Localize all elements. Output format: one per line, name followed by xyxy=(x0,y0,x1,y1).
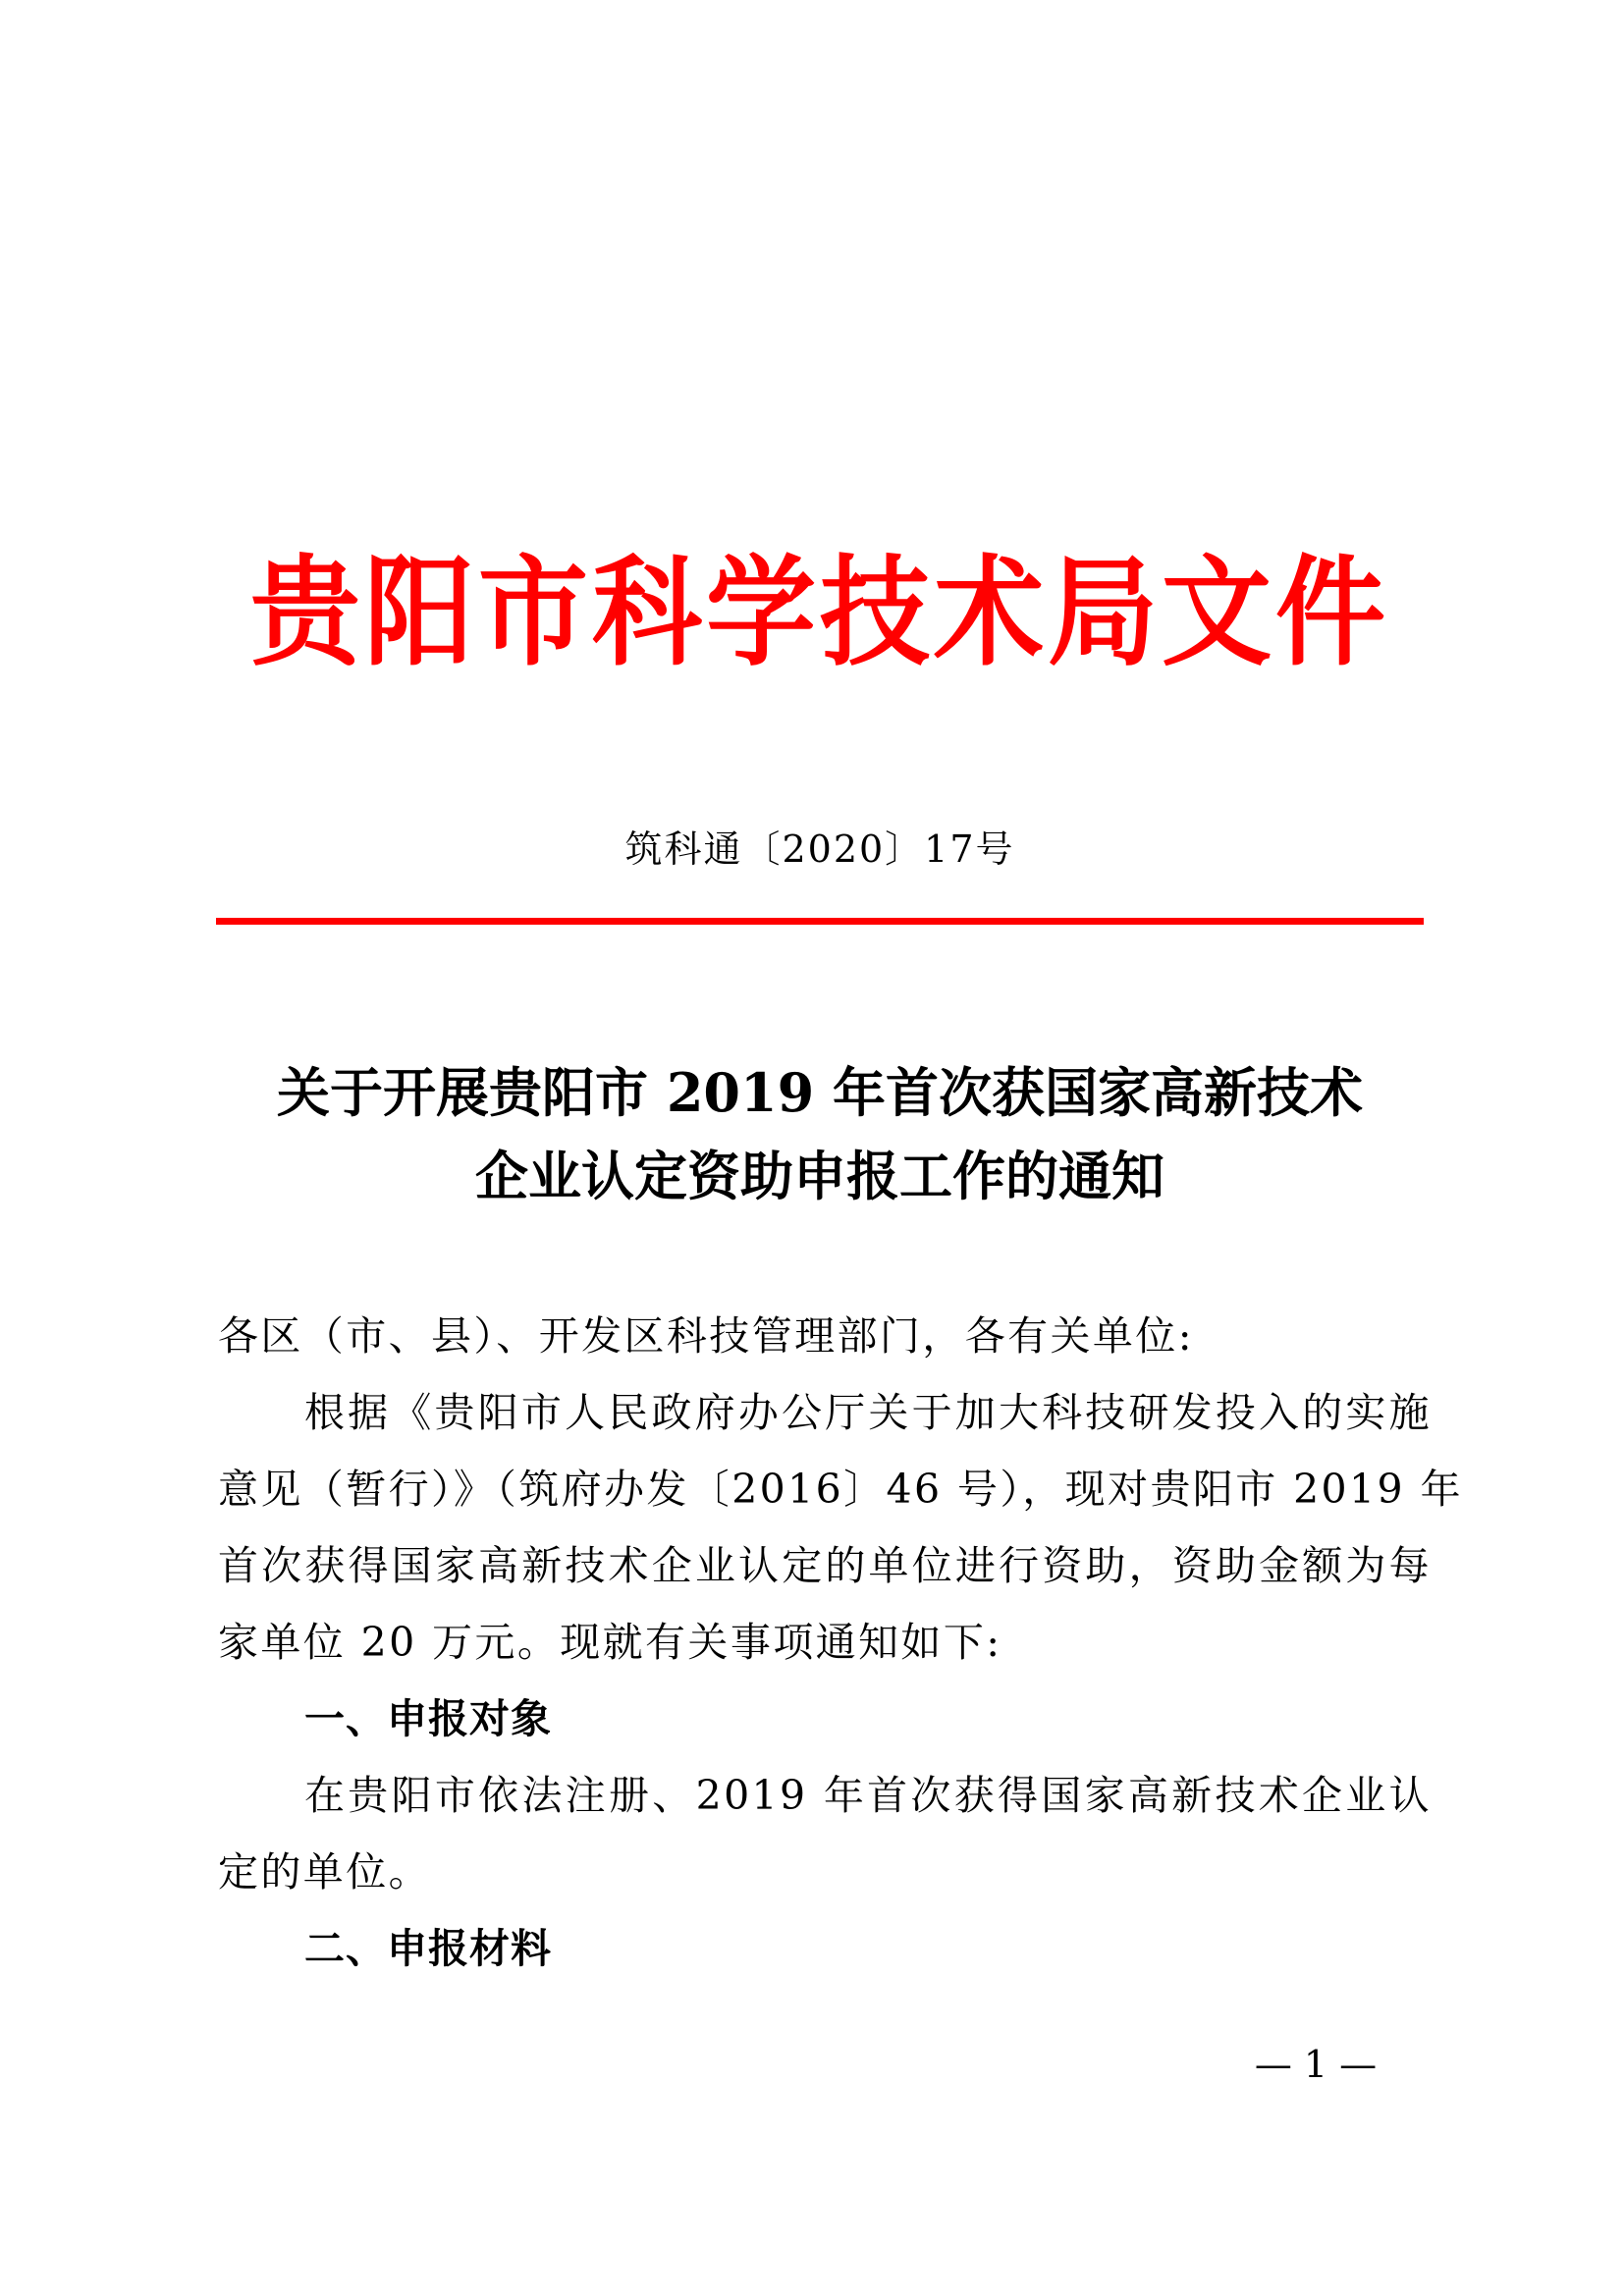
section-1-line-1: 在贵阳市依法注册、2019 年首次获得国家高新技术企业认 xyxy=(304,1772,1432,1819)
salutation: 各区（市、县）、开发区科技管理部门，各有关单位: xyxy=(218,1312,1194,1360)
paragraph-1-line-2: 意见（暂行）》（筑府办发〔2016〕46 号），现对贵阳市 2019 年 xyxy=(218,1466,1463,1513)
section-1-line-2: 定的单位。 xyxy=(218,1848,431,1896)
section-2-heading: 二、申报材料 xyxy=(304,1925,552,1972)
paragraph-1-line-1: 根据《贵阳市人民政府办公厅关于加大科技研发投入的实施 xyxy=(304,1389,1432,1436)
section-1-heading: 一、申报对象 xyxy=(304,1695,552,1742)
paragraph-1-line-3: 首次获得国家高新技术企业认定的单位进行资助，资助金额为每 xyxy=(218,1542,1432,1589)
document-number: 筑科通〔2020〕17号 xyxy=(624,828,1015,871)
red-divider-rule xyxy=(216,918,1424,925)
notice-title-line-2: 企业认定资助申报工作的通知 xyxy=(475,1145,1164,1207)
notice-title-line-1: 关于开展贵阳市 2019 年首次获国家高新技术 xyxy=(277,1061,1363,1124)
page-number: — 1 — xyxy=(1254,2043,1378,2086)
masthead-title: 贵阳市科学技术局文件 xyxy=(250,543,1389,683)
paragraph-1-line-4: 家单位 20 万元。现就有关事项通知如下: xyxy=(218,1619,1002,1666)
